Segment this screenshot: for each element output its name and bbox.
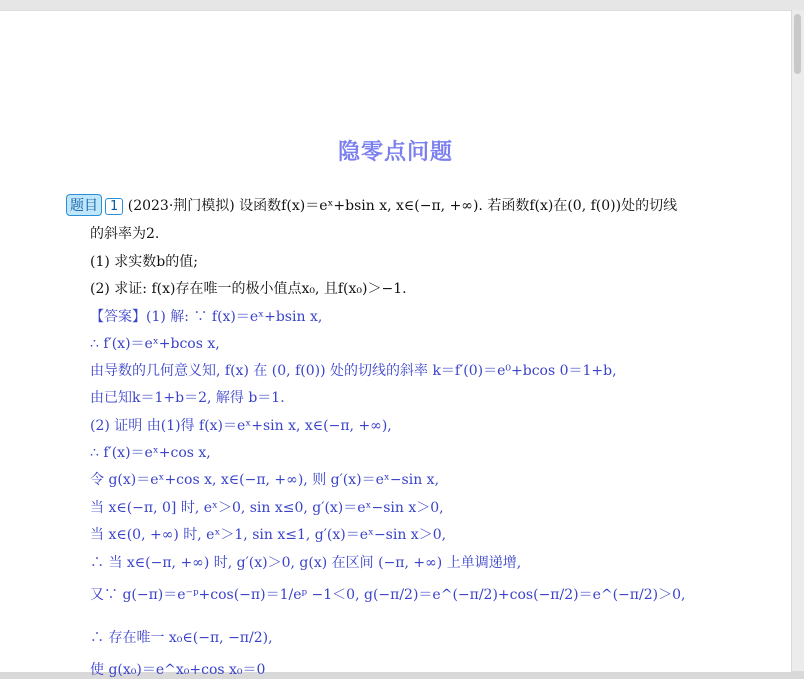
page-title: 隐零点问题 (337, 140, 453, 165)
question-line-2: 的斜率为2. (90, 226, 160, 242)
answer-line-2: ∴ f′(x)＝eˣ+bcos x, (90, 336, 220, 352)
answer-line-12: ∴ 存在唯一 x₀∈(−π, −π/2), (90, 630, 273, 646)
question-text-1: (2023·荆门模拟) 设函数f(x)＝eˣ+bsin x, x∈(−π, +∞). 若函数f(x)在(0, f(0))处的切线 (127, 198, 678, 214)
answer-line-3: 由导数的几何意义知, f(x) 在 (0, f(0)) 处的切线的斜率 k＝f′(0)＝e⁰+bcos 0＝1+b, (90, 363, 617, 379)
question-line-1 (66, 194, 677, 216)
question-part-1: (1) 求实数b的值; (90, 254, 198, 270)
window-top-strip (0, 0, 804, 10)
answer-line-1: 【答案】(1) 解: ∵ f(x)＝eˣ+bsin x, (90, 309, 323, 325)
answer-line-13: 使 g(x₀)＝e^x₀+cos x₀＝0 (90, 662, 266, 678)
scrollbar-thumb[interactable] (794, 14, 801, 74)
document-page (0, 10, 791, 678)
answer-line-6: ∴ f′(x)＝eˣ+cos x, (90, 445, 211, 461)
question-badge: 题目 (66, 194, 102, 216)
vertical-scrollbar[interactable] (792, 10, 804, 671)
answer-line-5: (2) 证明 由(1)得 f(x)＝eˣ+sin x, x∈(−π, +∞), (90, 418, 392, 434)
answer-line-8: 当 x∈(−π, 0] 时, eˣ＞0, sin x≤0, g′(x)＝eˣ−sin x＞0, (90, 500, 444, 516)
answer-line-11: 又∵ g(−π)＝e⁻ᵖ+cos(−π)＝1/eᵖ −1＜0, g(−π/2)＝e^(−π/2)+cos(−π/2)＝e^(−π/2)＞0, (90, 587, 686, 603)
answer-line-9: 当 x∈(0, +∞) 时, eˣ＞1, sin x≤1, g′(x)＝eˣ−sin x＞0, (90, 527, 447, 543)
question-part-2: (2) 求证: f(x)存在唯一的极小值点x₀, 且f(x₀)＞−1. (90, 281, 407, 297)
answer-line-10: ∴ 当 x∈(−π, +∞) 时, g′(x)＞0, g(x) 在区间 (−π, +∞) 上单调递增, (90, 555, 522, 571)
answer-line-7: 令 g(x)＝eˣ+cos x, x∈(−π, +∞), 则 g′(x)＝eˣ−sin x, (90, 472, 440, 488)
answer-line-4: 由已知k＝1+b＝2, 解得 b＝1. (90, 390, 285, 406)
question-number: 1 (105, 198, 123, 215)
